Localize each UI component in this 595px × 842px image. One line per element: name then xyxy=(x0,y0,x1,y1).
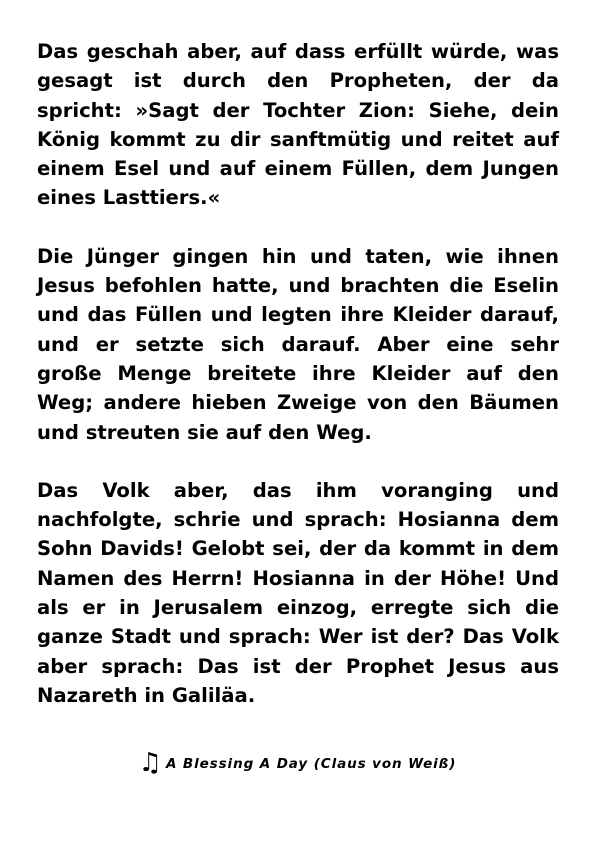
music-note-icon: ♫ xyxy=(138,748,162,778)
credit-text: A Blessing A Day (Claus von Weiß) xyxy=(165,756,457,772)
footer-credit xyxy=(0,748,595,778)
paragraph-1: Das geschah aber, auf dass erfüllt würde, was gesagt ist durch den Propheten, der da spricht: »Sagt der Tochter Zion: Siehe, dein König kommt zu dir sanftmütig und reitet auf einem Esel und auf einem Füllen, dem Jungen eines Lasttiers.« xyxy=(37,40,559,210)
scripture-text xyxy=(37,37,559,710)
paragraph-3: Das Volk aber, das ihm voranging und nachfolgte, schrie und sprach: Hosianna dem Sohn Davids! Gelobt sei, der da kommt in dem Namen des Herrn! Hosianna in der Höhe! Und als er in Jerusalem einzog, erregte sich die ganze Stadt und sprach: Wer ist der? Das Volk aber sprach: Das ist der Prophet Jesus aus Nazareth in Galiläa. xyxy=(37,478,559,707)
paragraph-2: Die Jünger gingen hin und taten, wie ihnen Jesus befohlen hatte, und brachten die Eselin und das Füllen und legten ihre Kleider darauf, und er setzte sich darauf. Aber eine sehr große Menge breitete ihre Kleider auf den Weg; andere hieben Zweige von den Bäumen und streuten sie auf den Weg. xyxy=(37,244,559,444)
